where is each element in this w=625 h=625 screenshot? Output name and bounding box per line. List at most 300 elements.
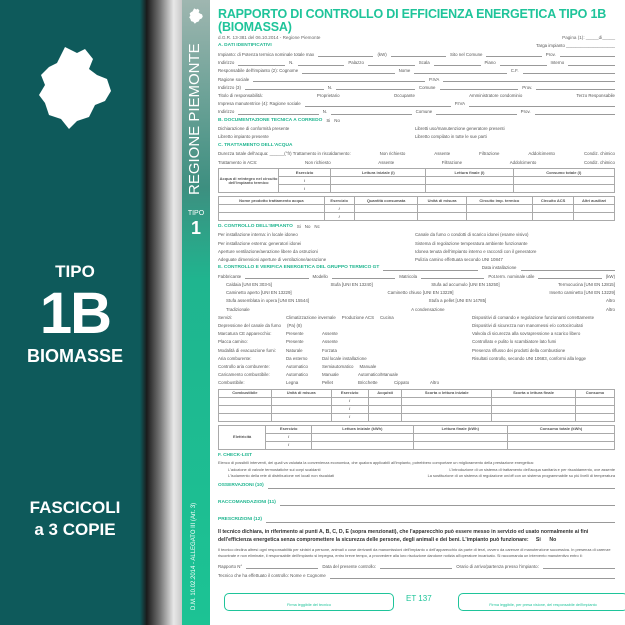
table-cell[interactable] <box>466 213 532 221</box>
a-row-label: Prov. <box>522 84 533 90</box>
e-option[interactable]: Pellet <box>322 380 333 386</box>
table-cell[interactable] <box>418 205 466 213</box>
a-row-label: Proprietario <box>316 93 340 98</box>
e-left-row <box>218 365 466 369</box>
c-row-label: Non richiesto <box>305 159 331 165</box>
nc-label: Nc <box>314 223 320 229</box>
table-cell[interactable] <box>331 185 426 193</box>
water-treatment-table <box>218 196 615 221</box>
table-cell[interactable] <box>426 177 513 185</box>
e-option[interactable]: Bricchette <box>358 380 378 386</box>
spine-legal: D.M. 10.02.2014 - ALLEGATO III (Art. 3) <box>191 502 197 610</box>
c-row-label: Durezza totale dell'acqua: ______(°fr) Trattamento in riscaldamento: <box>218 151 351 157</box>
data-installazione-label: Data installazione <box>481 265 517 271</box>
targa-label: Targa impianto <box>536 43 565 49</box>
input-line[interactable] <box>332 275 395 279</box>
section-f-title: F. CHECK-LIST <box>218 452 253 458</box>
e-check-item[interactable]: Dispositivi di sicurezza non manomessi e/o cortocircuitati <box>472 323 583 329</box>
dgr-reference: d.G.R. 13-381 del 06.10.2014 - Regione Piemonte <box>218 35 321 40</box>
input-line[interactable] <box>568 61 615 65</box>
input-line[interactable] <box>486 53 541 57</box>
table-header: Nome prodotto trattamento acqua <box>219 197 325 205</box>
c-row-label: Assente <box>378 159 395 165</box>
prescrizioni-label: PRESCRIZIONI (12) <box>218 516 262 522</box>
table-cell[interactable]: / <box>331 413 368 421</box>
table-cell[interactable] <box>219 413 272 421</box>
tecnico-label: Tecnico che ha effettuato il controllo: Nome e Cognome <box>218 573 326 579</box>
a-row-label: N. <box>327 84 333 90</box>
generator-type-option[interactable]: Caldaia [UNI EN 303-5] <box>226 282 272 288</box>
generator-type-row <box>218 299 615 303</box>
e-option[interactable]: Semiautomatico <box>322 364 354 370</box>
e-option[interactable]: Da esterno <box>286 355 308 361</box>
e-left-row <box>218 357 466 361</box>
e-check-item[interactable]: Risultati controllo, secondo UNI 10683, conformi alla legge <box>472 355 586 361</box>
table-cell[interactable]: / <box>266 441 312 449</box>
a-row-label: Impresa manutentrice (4): Ragione sociale <box>218 101 301 107</box>
table-header: Elettricità <box>219 425 266 449</box>
input-line[interactable] <box>245 275 308 279</box>
e-option[interactable]: Assente <box>322 331 338 337</box>
e-option: Caricamento combustibile: <box>218 372 270 378</box>
e-option: Controllo aria comburente: <box>218 364 270 370</box>
declaration-text: Il tecnico dichiara, in riferimento ai punti A, B, C, D, E (sopra menzionati), che l'apparecchio può essere messo in servizio ed usato normalmente ai fini dell'efficienza energetica senza compromettere la sicurezza delle persone, degli animali e dei beni. L'impianto può funzionare: <box>218 528 589 543</box>
e-option[interactable]: Dal locale installazione <box>322 355 367 361</box>
a-row-label: Indirizzo <box>218 109 235 115</box>
e-head-label: Matricola <box>399 273 418 279</box>
e-option: Servizi: <box>218 314 233 320</box>
e-option[interactable]: Forzata <box>322 347 337 353</box>
generator-type-option[interactable]: Altro <box>605 306 615 312</box>
d-item[interactable]: Adeguate dimensioni aperture di ventilazione/aerazione <box>218 257 327 263</box>
input-line[interactable] <box>305 102 451 106</box>
table-cell[interactable] <box>271 397 331 405</box>
e-head-label: Fabbricante <box>218 273 242 279</box>
orario-field[interactable] <box>543 565 615 569</box>
generator-type-option[interactable]: Stufa [UNI EN 13240] <box>330 282 373 288</box>
cover-code: 1B <box>39 281 111 346</box>
e-option[interactable]: Produzione ACS <box>341 314 375 320</box>
generator-type-option[interactable]: Termocucina [UNI EN 12815] <box>558 282 615 288</box>
table-cell[interactable] <box>466 205 532 213</box>
spine-strip <box>182 0 210 625</box>
input-line[interactable] <box>436 110 516 114</box>
c-row <box>218 152 615 156</box>
e-option[interactable]: Climatizzazione invernale <box>286 314 336 320</box>
e-option[interactable]: Automatico <box>286 372 308 378</box>
input-line[interactable] <box>538 275 601 279</box>
a-row <box>218 86 615 90</box>
table-header: Combustibile <box>219 389 272 397</box>
input-line[interactable] <box>440 86 519 90</box>
table-cell[interactable] <box>413 433 507 441</box>
e-head-label: (kW) <box>605 273 616 279</box>
table-header: Acquisti <box>368 389 402 397</box>
b-item[interactable]: Libretto compilato in tutte le sue parti <box>415 134 487 140</box>
input-line[interactable] <box>238 61 285 65</box>
e-check-item[interactable]: Presenza riflusso dei prodotti della combustione <box>472 347 566 353</box>
checklist-item[interactable]: L'introduzione di un sistema di trattamento dell'acqua sanitaria e per riscaldamento, ove assente <box>449 467 615 473</box>
si-label: Si <box>296 223 301 229</box>
c-row-label: Addolcimento <box>509 159 537 165</box>
a-row-label: Prov. <box>545 51 556 57</box>
input-line[interactable] <box>245 86 324 90</box>
cover-copies: a 3 COPIE <box>34 520 116 539</box>
table-cell[interactable] <box>331 177 426 185</box>
input-line[interactable] <box>331 110 411 114</box>
generator-type-option[interactable]: Inserto caminetto [UNI EN 13229] <box>549 290 615 296</box>
c-row-label: Condiz. chimico <box>583 151 615 157</box>
table-cell[interactable] <box>418 213 466 221</box>
table-cell[interactable] <box>492 405 576 413</box>
table-header: Acqua di reintegro nel circuito dell'impianto termico <box>219 169 279 193</box>
osservazioni-field[interactable] <box>268 484 615 489</box>
page-curl <box>140 0 185 625</box>
table-cell[interactable] <box>368 413 402 421</box>
generator-type-row <box>218 291 615 295</box>
table-cell[interactable] <box>513 177 614 185</box>
e-left-row <box>218 316 466 320</box>
input-line[interactable] <box>383 266 478 271</box>
a-row <box>218 110 615 114</box>
a-row <box>218 53 615 57</box>
table-cell[interactable] <box>426 185 513 193</box>
table-cell[interactable] <box>575 413 614 421</box>
section-a-title: A. DATI IDENTIFICATIVI <box>218 43 272 49</box>
table-header: Consumo totale (l) <box>513 169 614 177</box>
e-option: Depressione del canale da fumo <box>218 323 281 329</box>
spine-tipo: TIPO <box>187 210 205 217</box>
d-item[interactable]: Sistema di regolazione temperatura ambiente funzionante <box>415 240 528 246</box>
table-cell[interactable] <box>219 397 272 405</box>
e-left-row <box>218 324 466 328</box>
table-header: Lettura iniziale (l) <box>331 169 426 177</box>
generator-type-option[interactable]: Altro <box>605 298 615 304</box>
d-row <box>218 242 615 246</box>
e-head-label: Pot.term. nominale utile <box>488 273 535 279</box>
e-option: Aria comburente: <box>218 355 252 361</box>
e-left-row <box>218 332 466 336</box>
table-header: Quantità consumata <box>354 197 418 205</box>
a-row <box>218 61 615 65</box>
rapporto-field[interactable] <box>246 565 318 569</box>
table-cell[interactable] <box>271 413 331 421</box>
input-line[interactable] <box>523 69 615 73</box>
orario-label: Orario di arrivo/partenza presso l'impianto: <box>456 563 539 569</box>
checklist-item[interactable]: L'isolamento della rete di distribuzione nei locali non riscaldati <box>228 473 335 479</box>
table-header: Scorta o lettura iniziale <box>402 389 492 397</box>
input-line[interactable] <box>443 78 615 82</box>
input-line[interactable] <box>298 61 345 65</box>
input-line[interactable] <box>434 61 481 65</box>
input-line[interactable] <box>560 53 615 57</box>
a-row-label: Nome <box>398 68 411 74</box>
e-option[interactable]: Automatico/Manuale <box>358 372 399 378</box>
table-header: Esercizio <box>279 169 331 177</box>
table-cell[interactable] <box>354 205 418 213</box>
table-cell[interactable]: / <box>279 185 331 193</box>
a-row-label: Comune <box>418 84 436 90</box>
e-left-row <box>218 349 466 353</box>
e-option[interactable]: Altro <box>430 380 440 386</box>
e-option[interactable]: Cucina <box>380 314 394 320</box>
c-row-label: Assente <box>434 151 451 157</box>
e-option[interactable]: Automatico <box>286 364 308 370</box>
section-b-title: B. DOCUMENTAZIONE TECNICA A CORREDO <box>218 117 323 123</box>
e-check-item[interactable]: Valvola di sicurezza alla sovrapressione a scarico libero <box>472 331 581 337</box>
no-label: No <box>304 223 311 229</box>
table-cell[interactable] <box>219 405 272 413</box>
e-option[interactable]: (Pa) (8) <box>286 323 302 329</box>
table-cell[interactable] <box>402 405 492 413</box>
section-d-title: D. CONTROLLO DELL'IMPIANTO <box>218 223 293 229</box>
electricity-table <box>218 425 615 450</box>
tecnico-field[interactable] <box>330 574 615 578</box>
e-option[interactable]: Presente <box>286 331 304 337</box>
raccomandazioni-label: RACCOMANDAZIONI (11) <box>218 499 276 505</box>
cover-tipo: TIPO <box>55 262 95 281</box>
form-page: RAPPORTO DI CONTROLLO DI EFFICIENZA ENERGETICA TIPO 1B (BIOMASSA) d.G.R. 13-381 del 06.10.2014 - Regione Piemonte Pagina (1): _____di_____ A. DATI IDENTIFICATIVI Targa impianto ____________________ Impianto: di Potenza termica nominale totale max (kW) Sito nel Comune Prov. Indirizzo N. Palazzo Scala Piano Interno Responsabile dell'impianto (2): Cognome Nome C.F. Ragione sociale P.IVA Indirizzo (3) N. Comune Prov. Titolo di responsabilità: Proprietario Occupante Amministratore condominio Terzo Responsabile Impresa manutentrice (4): Ragione sociale P.IVA Indirizzo N. Comune Prov. B. DOCUMENTAZIONE TECNICA A CORREDO Si No Dichiarazione di conformità presente Libretti uso/manutenzione generatore presenti Libretto impianto presente Libretto compilato in tutte le sue parti C. TRATTAMENTO DELL'ACQUA Durezza totale dell'acqua: ______(°fr) Trattamento in riscaldamento: Non richiesto Assente Filtrazione Addolcimento Condiz. chimico Trattamento in ACS: Non richiesto Assente Filtrazione Addolcimento Condiz. chimico Acqua di reintegro nel circuito dell'impianto termico Esercizio Lettura iniziale (l) Lettura finale (l) Consumo totale (l) / / Nome prodotto trattamento acqua Esercizio Quantità consumata Unità di misura Circuito imp. termico Circuito ACS Altri ausiliari / / D. CONTROLLO DELL'IMPIANTO Si No Nc Per installazione interna: in locale idoneo Canale da fumo o condotti di scarico idonei (esame visivo) Per installazione esterna: generatori idonei Sistema di regolazione temperatura ambiente funzionante Aperture ventilazione/aerazione libere da ostruzioni Idonea tenuta dell'impianto interno e raccordi con il generatore Adeguate dimensioni aperture di ventilazione/aerazione Pulizia camino effettuata secondo UNI 10847 E. CONTROLLO E VERIFICA ENERGETICA DEL GRUPPO TERMICO GT Data installazione Fabbricante Modello Matricola Pot.term. nominale utile (kW) Caldaia [UNI EN 303-5] Stufa [UNI EN 13240] Stufa ad accumulo [UNI EN 15250] Termocucina [UNI EN 12815] Caminetto aperto [UNI EN 13229] Caminetto chiuso [UNI EN 13229] Inserto caminetto [UNI EN 13229] Stufa assemblata in opera [UNI EN 15544] Stufa a pellet [UNI EN 14785] Altro Tradizionale A condensazione Altro Servizi: Climatizzazione invernale Produzione ACS Cucina Depressione del canale da fumo (Pa) (8) Marcatura CE apparecchio: Presente Assente Placca camino: Presente Assente Modalità di evacuazione fumi: Naturale Forzata Aria comburente: Da esterno Dal locale installazione Controllo aria comburente: Automatico Semiautomatico Manuale Caricamento combustibile: Automatico Manuale Automatico/Manuale Combustibile: Legna Pellet Bricchette Cippato Altro Dispositivi di comando e regolazione funzionanti correttamente Dispositivi di sicurezza non manomessi e/o cortocircuitati Valvola di sicurezza alla sovrapressione a scarico libero Controllato e pulito lo scambiatore lato fumi Presenza riflusso dei prodotti della combustione Risultati controllo, secondo UNI 10683, conformi alla legge Combustibile Unità di misura Esercizio Acquisti Scorta o lettura iniziale Scorta o lettura finale Consumo / / / Elettricità Esercizio Lettura iniziale (kWh) Lettura finale (kWh) Consumo totale (kWh) / / F. CHECK-LIST Elenco di possibili interventi, dei quali va valutata la convenienza economica, che qualora applicabili all'impianto, potrebbero comportare un miglioramento della prestazione energetica: L'adozione di valvole termostatiche sui corpi scaldanti L'introduzione di un sistema di trattamento dell'acqua sanitaria e per riscaldamento, ove assente L'isolamento della rete di distribuzione nei locali non riscaldati La sostituzione di un sistema di regolazione on/off con un sistema programmabile su più livelli di temperatura OSSERVAZIONI (10) RACCOMANDAZIONI (11) PRESCRIZIONI (12) Il tecnico dichiara, in riferimento ai punti A, B, C, D, E (sopra menzionati), che l'apparecchio può essere messo in servizio ed usato normalmente ai fini dell'efficienza energetica senza compromettere la sicurezza delle persone, degli animali e dei beni. L'impianto può funzionare: Si No Il tecnico declina altresì ogni responsabilità per sinistri a persone, animali o cose derivanti da manomissioni dell'impianto o dell'apparecchio da parte di terzi, ovvero da carenze di manutenzione successiva. In presenza di carenze riscontrate e non eliminate, il responsabile dell'impianto si impegna, entro breve tempo, a provvedere alla loro risoluzione dandone notizia all'operatore incaricato. Si raccomanda un intervento manutentivo entro il: Rapporto N° Data del presente controllo: Orario di arrivo/partenza presso l'impianto: Tecnico che ha effettuato il controllo: Nome e Cognome Firma leggibile del tecnico ET 137 Firma leggibile, per presa visione, del responsabile dell'impianto <box>210 0 625 625</box>
input-line[interactable] <box>253 78 425 82</box>
table-header: Lettura iniziale (kWh) <box>312 425 414 433</box>
a-row-label: Responsabile dell'impianto (2): Cognome <box>218 68 299 74</box>
a-row <box>218 69 615 73</box>
table-cell[interactable] <box>402 413 492 421</box>
page-number: Pagina (1): _____di_____ <box>562 35 615 40</box>
table-cell[interactable] <box>354 213 418 221</box>
si-label: Si <box>326 117 331 123</box>
table-cell[interactable] <box>312 441 414 449</box>
table-cell[interactable] <box>219 213 325 221</box>
d-item[interactable]: Aperture ventilazione/aerazione libere da ostruzioni <box>218 248 318 254</box>
no-label: No <box>334 117 340 123</box>
responsabile-signature-box[interactable] <box>458 593 625 611</box>
e-head-label: Modello <box>312 273 328 279</box>
table-cell[interactable] <box>575 397 614 405</box>
table-cell[interactable] <box>271 405 331 413</box>
d-row <box>218 258 615 262</box>
table-header: Consumo totale (kWh) <box>507 425 614 433</box>
data-controllo-label: Data del presente controllo: <box>322 563 377 569</box>
table-cell[interactable] <box>492 397 576 405</box>
rapporto-label: Rapporto N° <box>218 563 243 569</box>
input-line[interactable] <box>391 53 446 57</box>
e-left-row <box>218 340 466 344</box>
d-item[interactable]: Per installazione interna: in locale idoneo <box>218 232 298 238</box>
b-item[interactable]: Libretto impianto presente <box>218 134 269 140</box>
no-option[interactable]: No <box>549 536 557 543</box>
e-option: Modalità di evacuazione fumi: <box>218 347 276 353</box>
a-row-label: Ragione sociale <box>218 76 250 82</box>
e-option[interactable]: Manuale <box>322 372 339 378</box>
input-line[interactable] <box>421 275 484 279</box>
table-cell[interactable] <box>507 441 614 449</box>
a-row-label: Impianto: di Potenza termica nominale totale max <box>218 51 315 57</box>
table-cell[interactable] <box>574 205 615 213</box>
raccomandazioni-field[interactable] <box>280 501 615 506</box>
table-cell[interactable] <box>507 433 614 441</box>
table-header: Circuito imp. termico <box>466 197 532 205</box>
table-header: Scorta o lettura finale <box>492 389 576 397</box>
generator-type-row <box>218 283 615 287</box>
table-cell[interactable] <box>312 433 414 441</box>
d-row <box>218 250 615 254</box>
input-line[interactable] <box>302 69 394 73</box>
table-cell[interactable]: / <box>279 177 331 185</box>
a-row-label: (kW) <box>377 51 387 57</box>
table-header: Lettura finale (kWh) <box>413 425 507 433</box>
c-row <box>218 161 615 165</box>
e-option[interactable]: Naturale <box>286 347 303 353</box>
section-c-title: C. TRATTAMENTO DELL'ACQUA <box>218 142 293 148</box>
generator-type-option[interactable]: Tradizionale <box>226 306 250 312</box>
table-cell[interactable] <box>492 413 576 421</box>
e-option[interactable]: Presente <box>286 339 304 345</box>
form-title: RAPPORTO DI CONTROLLO DI EFFICIENZA ENERGETICA TIPO 1B (BIOMASSA) <box>218 7 607 34</box>
generator-type-option[interactable]: Caminetto aperto [UNI EN 13229] <box>226 290 292 296</box>
table-header: Esercizio <box>324 197 354 205</box>
input-line[interactable] <box>368 61 415 65</box>
input-line[interactable] <box>521 266 616 271</box>
c-row-label: Filtrazione <box>441 159 463 165</box>
table-cell[interactable] <box>513 185 614 193</box>
disclaimer-text: Il tecnico declina altresì ogni responsabilità per sinistri a persone, animali o cose derivanti da manomissioni dell'impianto o dell'apparecchio da parte di terzi, ovvero da carenze di manutenzione successiva. In presenza di carenze riscontrate e non eliminate, il responsabile dell'impianto si impegna, entro breve tempo, a provvedere alla loro risoluzione dandone notizia all'operatore incaricato. Si raccomanda un intervento manutentivo entro il: <box>218 547 611 559</box>
table-header: Consumo <box>575 389 614 397</box>
fuel-consumption-table <box>218 389 615 422</box>
e-option[interactable]: Assente <box>322 339 338 345</box>
table-header: Esercizio <box>331 389 368 397</box>
a-row-label: Piano <box>484 60 496 66</box>
a-row <box>218 94 615 98</box>
e-option: Combustibile: <box>218 380 245 386</box>
table-cell[interactable]: / <box>331 405 368 413</box>
table-cell[interactable] <box>219 205 325 213</box>
table-header: Altri ausiliari <box>574 197 615 205</box>
a-row-label: Interno <box>550 60 565 66</box>
table-cell[interactable]: / <box>266 433 312 441</box>
table-header: Unità di misura <box>418 197 466 205</box>
table-header: Esercizio <box>266 425 312 433</box>
generator-type-option[interactable]: Stufa a pellet [UNI EN 14785] <box>428 298 487 304</box>
data-controllo-field[interactable] <box>380 565 452 569</box>
spine-region: REGIONE PIEMONTE <box>186 43 203 195</box>
c-row-label: Trattamento in ACS: <box>218 159 258 165</box>
input-line[interactable] <box>500 61 547 65</box>
table-cell[interactable] <box>413 441 507 449</box>
e-option: Placca camino: <box>218 339 248 345</box>
a-row-label: Prov. <box>520 109 531 115</box>
e-left-row <box>218 381 466 385</box>
e-left-row <box>218 373 466 377</box>
cover-subtitle: BIOMASSE <box>26 346 123 366</box>
a-row-label: Amministratore condominio <box>469 93 523 98</box>
d-item[interactable]: Per installazione esterna: generatori idonei <box>218 240 302 246</box>
table-cell[interactable]: / <box>324 213 354 221</box>
d-item[interactable]: Canale da fumo o condotti di scarico idonei (esame visivo) <box>415 232 529 238</box>
a-row-label: Occupante <box>393 93 415 98</box>
table-cell[interactable] <box>532 205 573 213</box>
a-row-label: N. <box>322 109 328 115</box>
e-option[interactable]: Cippato <box>394 380 410 386</box>
d-item[interactable]: Pulizia camino effettuata secondo UNI 10847 <box>415 257 503 263</box>
input-line[interactable] <box>318 53 373 57</box>
e-option[interactable]: Manuale <box>359 364 377 370</box>
a-row-label: P.IVA <box>454 101 466 107</box>
section-e-title: E. CONTROLLO E VERIFICA ENERGETICA DEL GRUPPO TERMICO GT <box>218 265 380 271</box>
checklist-item[interactable]: L'adozione di valvole termostatiche sui corpi scaldanti <box>228 467 321 473</box>
b-item[interactable]: Dichiarazione di conformità presente <box>218 126 290 132</box>
table-cell[interactable] <box>574 213 615 221</box>
table-cell[interactable] <box>402 397 492 405</box>
e-option[interactable]: Legna <box>286 380 299 386</box>
checklist-intro: Elenco di possibili interventi, dei quali va valutata la convenienza economica, che qualora applicabili all'impianto, potrebbero comportare un miglioramento della prestazione energetica: <box>218 459 534 465</box>
input-line[interactable] <box>414 69 506 73</box>
generator-type-option[interactable]: Stufa assemblata in opera [UNI EN 15544] <box>226 298 309 304</box>
c-row-label: Non richiesto <box>379 151 406 157</box>
osservazioni-label: OSSERVAZIONI (10) <box>218 483 264 489</box>
a-row-label: N. <box>289 60 294 66</box>
table-cell[interactable] <box>532 213 573 221</box>
si-option[interactable]: Si <box>535 536 541 543</box>
c-row-label: Condiz. chimico <box>583 159 615 165</box>
water-reintegration-table <box>218 168 615 193</box>
a-row-label: Indirizzo (3) <box>218 84 241 90</box>
table-cell[interactable] <box>368 397 402 405</box>
table-cell[interactable] <box>368 405 402 413</box>
table-cell[interactable] <box>575 405 614 413</box>
a-row-label: Comune <box>415 109 433 115</box>
responsabile-signature-label: Firma leggibile, per presa visione, del responsabile dell'impianto <box>489 603 597 608</box>
table-header: Unità di misura <box>271 389 331 397</box>
generator-type-option[interactable]: A condensazione <box>411 306 445 312</box>
b-item[interactable]: Libretti uso/manutenzione generatore presenti <box>415 126 505 132</box>
a-row-label: Terzo Responsabile <box>576 93 615 98</box>
table-header: Circuito ACS <box>532 197 573 205</box>
input-line[interactable] <box>336 86 415 90</box>
a-row <box>218 102 615 106</box>
piemonte-small-icon <box>188 8 204 24</box>
a-row-label: C.F. <box>510 68 519 74</box>
e-check-item[interactable]: Dispositivi di comando e regolazione funzionanti correttamente <box>472 314 595 320</box>
a-row-label: Sito nel Comune <box>450 51 483 57</box>
input-line[interactable] <box>238 110 318 114</box>
table-cell[interactable]: / <box>331 397 368 405</box>
a-row <box>218 78 615 82</box>
a-row-label: Scala <box>418 60 430 66</box>
c-row-label: Filtrazione <box>479 151 500 157</box>
c-row-label: Addolcimento <box>528 151 555 157</box>
prescrizioni-field[interactable] <box>266 518 615 523</box>
form-code: ET 137 <box>406 594 432 603</box>
input-line[interactable] <box>536 86 615 90</box>
e-option: Marcatura CE apparecchio: <box>218 331 272 337</box>
generator-type-option[interactable]: Stufa ad accumulo [UNI EN 15250] <box>431 282 500 288</box>
tecnico-signature-box[interactable] <box>224 593 394 611</box>
table-header: Lettura finale (l) <box>426 169 513 177</box>
a-row-label: P.IVA <box>428 76 440 82</box>
e-check-item[interactable]: Controllato e pulito lo scambiatore lato fumi <box>472 339 557 345</box>
a-row-label: Indirizzo <box>218 60 235 66</box>
input-line[interactable] <box>535 110 615 114</box>
checklist-item[interactable]: La sostituzione di un sistema di regolazione on/off con un sistema programmabile su più livelli di temperatura <box>427 473 615 479</box>
d-item[interactable]: Idonea tenuta dell'impianto interno e raccordi con il generatore <box>415 248 537 254</box>
generator-type-option[interactable]: Caminetto chiuso [UNI EN 13229] <box>387 290 454 296</box>
input-line[interactable] <box>469 102 615 106</box>
piemonte-map-icon <box>35 45 115 130</box>
spine-num: 1 <box>190 218 201 238</box>
tecnico-signature-label: Firma leggibile del tecnico <box>287 603 331 608</box>
table-cell[interactable]: / <box>324 205 354 213</box>
